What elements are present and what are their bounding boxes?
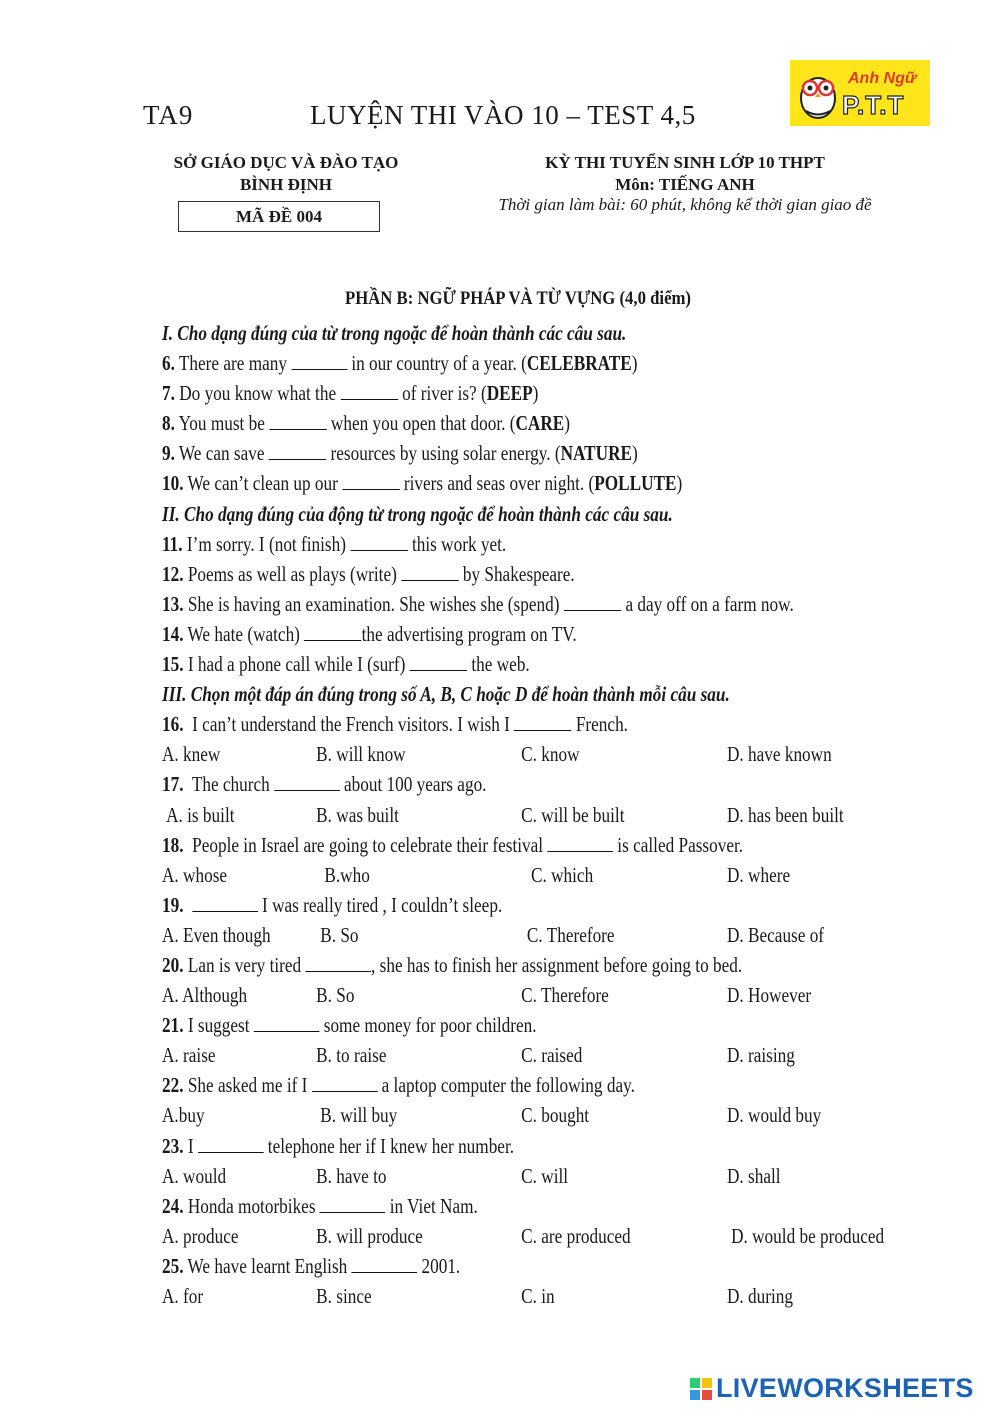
question-17 <box>162 769 785 799</box>
answer-blank[interactable] <box>340 381 397 400</box>
question-number: 19. <box>162 892 184 917</box>
question-text: Do you know what the <box>179 381 337 406</box>
question-number: 7. <box>162 381 175 406</box>
question-number: 16. <box>162 712 184 737</box>
question-text: People in Israel are going to celebrate their festival <box>192 832 544 857</box>
option-c[interactable]: C. know <box>521 742 580 767</box>
page-title: LUYỆN THI VÀO 10 – TEST 4,5 <box>310 100 696 130</box>
question-number: 15. <box>162 652 184 677</box>
question-number: 12. <box>162 561 184 586</box>
question-number: 8. <box>162 411 175 436</box>
question-text: Poems as well as plays (write) <box>187 561 397 586</box>
option-d[interactable]: D. has been built <box>726 802 844 827</box>
question-text: by Shakespeare. <box>462 561 575 586</box>
question-6 <box>162 348 785 378</box>
option-c[interactable]: C. raised <box>521 1043 583 1068</box>
question-text: rivers and seas over night. ( <box>403 471 595 496</box>
answer-blank[interactable] <box>269 441 326 460</box>
answer-blank[interactable] <box>192 893 258 912</box>
option-d[interactable]: D. where <box>726 862 791 887</box>
question-22 <box>162 1070 785 1100</box>
question-text: We can save <box>178 441 265 466</box>
question-text: about 100 years ago. <box>343 772 487 797</box>
question-7 <box>162 378 785 408</box>
option-c[interactable]: C. will be built <box>521 802 625 827</box>
footer-brand-text: LIVEWORKSHEETS <box>716 1373 974 1403</box>
option-d[interactable]: D. raising <box>726 1043 795 1068</box>
question-text: of river is? ( <box>402 381 487 406</box>
question-text: You must be <box>178 411 265 436</box>
question-number: 9. <box>162 441 175 466</box>
options-21 <box>162 1040 795 1070</box>
answer-blank[interactable] <box>304 622 361 641</box>
question-8 <box>162 408 785 438</box>
option-a[interactable]: A. produce <box>162 1223 239 1248</box>
answer-blank[interactable] <box>410 652 467 671</box>
options-25 <box>162 1281 793 1311</box>
question-16 <box>162 709 785 739</box>
answer-blank[interactable] <box>274 772 340 791</box>
question-number: 18. <box>162 832 184 857</box>
question-23 <box>162 1131 785 1161</box>
section-title: PHẦN B: NGỮ PHÁP VÀ TỪ VỰNG (4,0 điểm) <box>345 288 692 309</box>
option-d[interactable]: D. would buy <box>726 1103 822 1128</box>
option-b[interactable]: B.who <box>324 862 370 887</box>
option-b[interactable]: B. since <box>316 1284 372 1308</box>
question-number: 23. <box>162 1133 184 1158</box>
exam-code-box: MÃ ĐỀ 004 <box>178 201 380 232</box>
question-text: ) <box>564 411 571 436</box>
question-text: this work yet. <box>411 531 507 556</box>
option-b[interactable]: B. So <box>320 922 359 947</box>
word-hint: DEEP <box>486 381 533 406</box>
question-11 <box>162 529 785 559</box>
question-text: resources by using solar energy. ( <box>330 441 561 466</box>
option-a[interactable]: A. Even though <box>162 922 271 947</box>
question-number: 14. <box>162 621 184 646</box>
options-23 <box>162 1161 785 1191</box>
options-17 <box>162 800 844 830</box>
question-text: the advertising program on TV. <box>361 621 577 646</box>
option-b[interactable]: B. will buy <box>320 1103 398 1128</box>
option-a[interactable]: A. whose <box>162 862 228 887</box>
options-20 <box>162 980 812 1010</box>
question-14 <box>162 619 785 649</box>
question-text: I can’t understand the French visitors. I wish I <box>192 712 510 737</box>
brand-logo <box>790 60 930 126</box>
option-c[interactable]: C. Therefore <box>526 922 615 947</box>
question-text: a day off on a farm now. <box>625 591 794 616</box>
option-d[interactable]: D. Because of <box>726 922 825 947</box>
option-a[interactable]: A. is built <box>166 802 235 827</box>
question-text: I <box>187 1133 194 1158</box>
question-number: 13. <box>162 591 184 616</box>
option-a[interactable]: A.buy <box>162 1103 205 1128</box>
option-c[interactable]: C. Therefore <box>521 983 609 1008</box>
options-24 <box>162 1221 885 1251</box>
question-text: She asked me if I <box>187 1073 308 1098</box>
option-d[interactable]: D. However <box>726 983 812 1008</box>
department-block <box>150 152 422 196</box>
question-number: 17. <box>162 772 184 797</box>
option-a[interactable]: A. knew <box>162 742 221 767</box>
logo-bottom-text: P.T.T <box>842 90 905 120</box>
exam-info-block <box>480 152 890 196</box>
question-number: 10. <box>162 471 184 496</box>
answer-blank[interactable] <box>198 1134 264 1153</box>
question-15 <box>162 649 785 679</box>
word-hint: CARE <box>515 411 565 436</box>
option-d[interactable]: D. have known <box>726 742 832 767</box>
question-text: is called Passover. <box>617 832 744 857</box>
answer-blank[interactable] <box>291 351 347 370</box>
answer-blank[interactable] <box>547 833 613 852</box>
question-21 <box>162 1010 785 1040</box>
option-b[interactable]: B. will know <box>316 742 406 767</box>
exam-name: KỲ THI TUYỂN SINH LỚP 10 THPT <box>545 153 825 172</box>
option-c[interactable]: C. which <box>531 862 594 887</box>
question-19 <box>162 890 785 920</box>
option-a[interactable]: A. Although <box>162 983 248 1008</box>
option-d[interactable]: D. would be produced <box>731 1223 885 1248</box>
option-d[interactable]: D. during <box>726 1284 793 1308</box>
question-12 <box>162 559 785 589</box>
option-c[interactable]: C. are produced <box>521 1223 631 1248</box>
question-25 <box>162 1251 785 1281</box>
question-13 <box>162 589 794 619</box>
question-number: 21. <box>162 1013 184 1038</box>
options-22 <box>162 1100 822 1130</box>
province-name: BÌNH ĐỊNH <box>239 175 333 194</box>
question-text: She is having an examination. She wishes she (spend) <box>187 591 560 616</box>
option-c[interactable]: C. in <box>521 1284 555 1308</box>
question-text: when you open that door. ( <box>330 411 516 436</box>
class-code: TA9 <box>143 100 194 130</box>
question-text: I had a phone call while I (surf) <box>187 652 406 677</box>
part1-heading: I. Cho dạng đúng của từ trong ngoặc để hoàn thành các câu sau. <box>162 321 627 345</box>
answer-blank[interactable] <box>254 1013 320 1032</box>
question-20 <box>162 950 785 980</box>
option-c[interactable]: C. will <box>521 1163 569 1188</box>
answer-blank[interactable] <box>305 953 371 972</box>
option-b[interactable]: B. was built <box>316 802 399 827</box>
question-text: We have learnt English <box>187 1253 348 1278</box>
question-text: Lan is very tired <box>187 952 302 977</box>
option-a[interactable]: A. raise <box>162 1043 216 1068</box>
options-18 <box>162 860 791 890</box>
option-d[interactable]: D. shall <box>726 1163 781 1188</box>
department-name: SỞ GIÁO DỤC VÀ ĐÀO TẠO <box>173 153 399 172</box>
option-c[interactable]: C. bought <box>521 1103 590 1128</box>
answer-blank[interactable] <box>269 411 326 430</box>
part3-heading: III. Chọn một đáp án đúng trong số A, B, C hoặc D để hoàn thành mỗi câu sau. <box>162 682 730 707</box>
question-text: We can’t clean up our <box>187 471 338 496</box>
answer-blank[interactable] <box>342 471 399 490</box>
question-9 <box>162 438 785 468</box>
question-number: 11. <box>162 531 183 556</box>
question-text: ) <box>632 441 638 466</box>
question-number: 20. <box>162 952 184 977</box>
answer-blank[interactable] <box>401 562 458 581</box>
question-text: ) <box>631 351 638 376</box>
question-text: in Viet Nam. <box>389 1193 478 1218</box>
option-a[interactable]: A. would <box>162 1163 227 1188</box>
option-a[interactable]: A. for <box>162 1284 204 1308</box>
answer-blank[interactable] <box>320 1194 386 1213</box>
part2-heading: II. Cho dạng đúng của động từ trong ngoặc để hoàn thành các câu sau. <box>162 501 673 526</box>
answer-blank[interactable] <box>312 1073 378 1092</box>
question-number: 25. <box>162 1253 184 1278</box>
options-19 <box>162 920 825 950</box>
question-text: The church <box>191 772 270 797</box>
question-text: 2001. <box>421 1253 461 1278</box>
option-b[interactable]: B. So <box>316 983 355 1008</box>
option-b[interactable]: B. have to <box>316 1163 387 1188</box>
answer-blank[interactable] <box>564 592 621 611</box>
answer-blank[interactable] <box>352 1254 418 1273</box>
option-b[interactable]: B. to raise <box>316 1043 387 1068</box>
question-text: ) <box>532 381 539 406</box>
question-number: 22. <box>162 1073 184 1098</box>
question-text: There are many <box>178 351 287 376</box>
liveworksheets-logo-icon <box>690 1378 712 1400</box>
options-16 <box>162 739 832 769</box>
word-hint: POLLUTE <box>594 471 677 496</box>
question-text: the web. <box>471 652 530 677</box>
question-list <box>162 318 922 1311</box>
question-text: I suggest <box>187 1013 250 1038</box>
question-text: , she has to finish her assignment before going to bed. <box>371 952 743 977</box>
exam-subject: Môn: TIẾNG ANH <box>615 175 755 194</box>
question-text: telephone her if I knew her number. <box>267 1133 515 1158</box>
owl-icon <box>798 66 838 120</box>
question-text: Honda motorbikes <box>187 1193 316 1218</box>
time-note: Thời gian làm bài: 60 phút, không kể thời gian giao đề <box>498 195 872 214</box>
question-text: I was really tired , I couldn’t sleep. <box>262 892 503 917</box>
word-hint: CELEBRATE <box>526 351 632 376</box>
word-hint: NATURE <box>560 441 633 466</box>
question-text: French. <box>575 712 628 737</box>
question-text: some money for poor children. <box>323 1013 537 1038</box>
question-text: a laptop computer the following day. <box>381 1073 635 1098</box>
logo-top-text: Anh Ngữ <box>848 70 917 87</box>
question-24 <box>162 1191 785 1221</box>
question-18 <box>162 830 785 860</box>
question-10 <box>162 468 785 498</box>
question-text: We hate (watch) <box>187 621 300 646</box>
question-number: 24. <box>162 1193 184 1218</box>
question-text: in our country of a year. ( <box>351 351 527 376</box>
option-b[interactable]: B. will produce <box>316 1223 423 1248</box>
question-text: I’m sorry. I (not finish) <box>186 531 346 556</box>
question-text: ) <box>676 471 683 496</box>
answer-blank[interactable] <box>350 532 407 551</box>
answer-blank[interactable] <box>514 712 571 731</box>
question-number: 6. <box>162 351 175 376</box>
